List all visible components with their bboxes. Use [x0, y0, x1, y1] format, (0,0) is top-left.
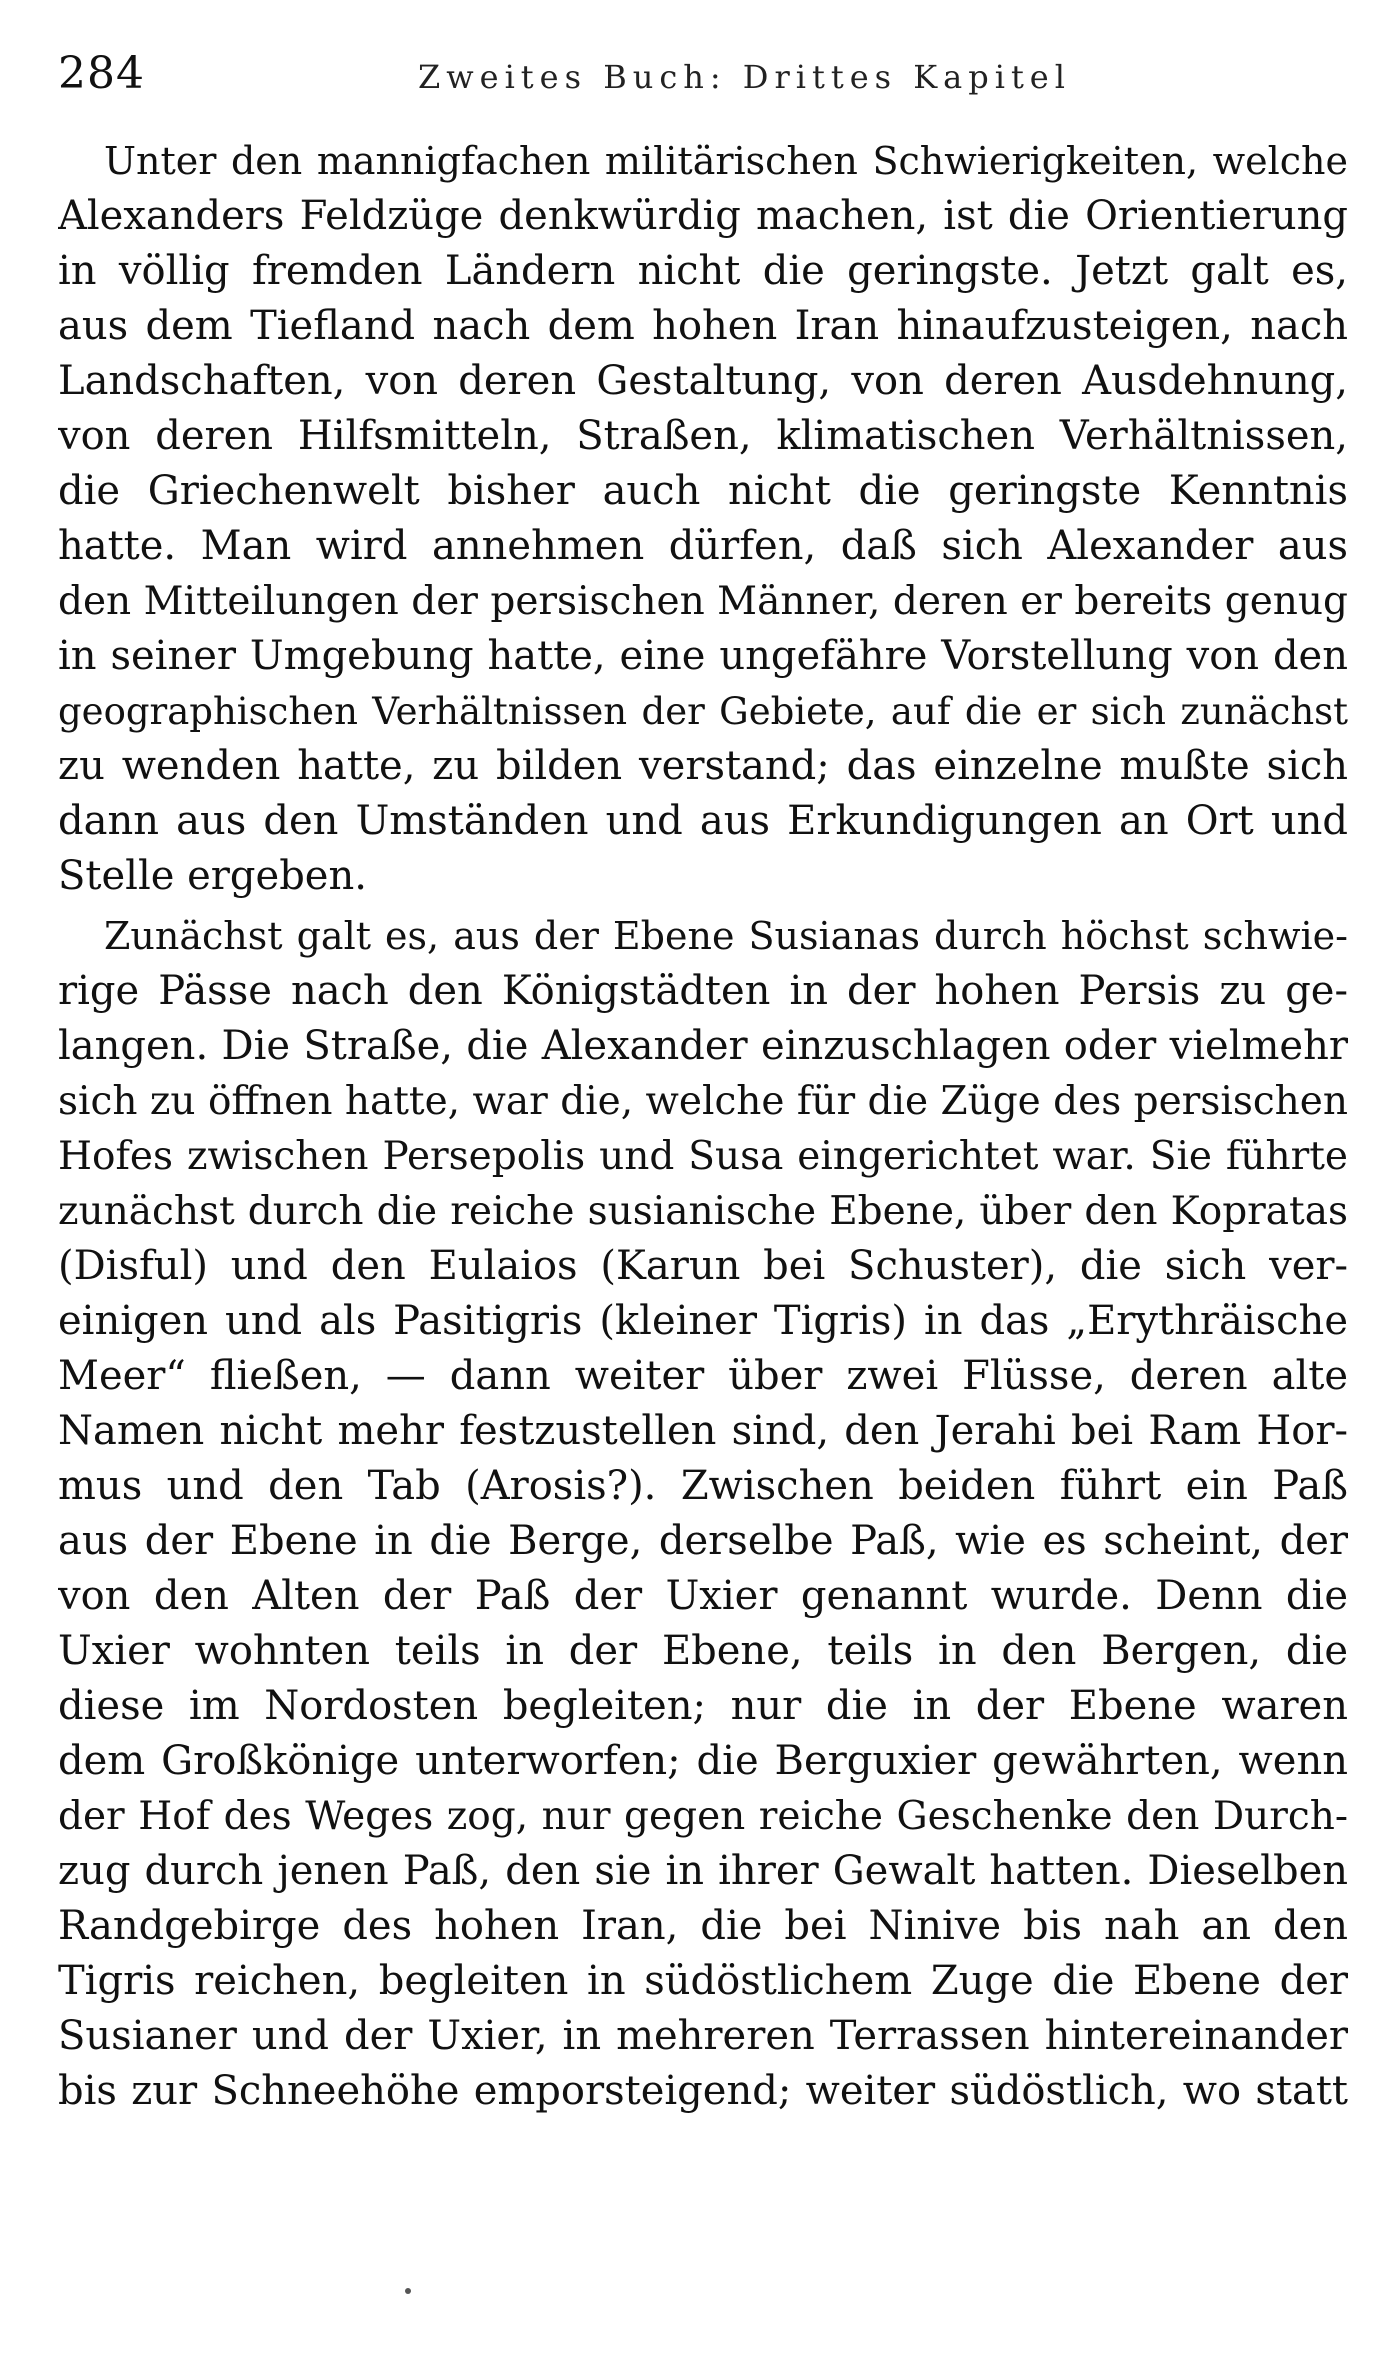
text-line: den Mitteilungen der persischen Männer, deren er bereits genug — [58, 579, 1348, 624]
text-line: aus dem Tiefland nach dem hohen Iran hinaufzusteigen, nach — [58, 303, 1348, 349]
text-line: in völlig fremden Ländern nicht die geringste. Jetzt galt es, — [58, 248, 1348, 294]
page-header — [58, 30, 1348, 110]
text-line: Landschaften, von deren Gestaltung, von deren Ausdehnung, — [58, 358, 1348, 404]
text-line: mus und den Tab (Arosis?). Zwischen beiden führt ein Paß — [58, 1463, 1348, 1509]
text-line: (Disful) und den Eulaios (Karun bei Schuster), die sich ver- — [58, 1243, 1348, 1289]
text-line: Meer“ fließen, — dann weiter über zwei Flüsse, deren alte — [58, 1353, 1348, 1399]
text-line: der Hof des Weges zog, nur gegen reiche Geschenke den Durch- — [58, 1794, 1348, 1839]
text-line: Alexanders Feldzüge denkwürdig machen, ist die Orientierung — [58, 193, 1348, 239]
text-line: in seiner Umgebung hatte, eine ungefähre Vorstellung von den — [58, 633, 1348, 679]
text-line: Susianer und der Uxier, in mehreren Terrassen hintereinander — [58, 2013, 1348, 2059]
text-line: Unter den mannigfachen militärischen Schwierigkeiten, welche — [104, 139, 1348, 183]
running-head: Zweites Buch: Drittes Kapitel — [418, 58, 1071, 96]
text-line: von deren Hilfsmitteln, Straßen, klimatischen Verhältnissen, — [58, 413, 1348, 459]
text-line: dem Großkönige unterworfen; die Berguxier gewährten, wenn — [58, 1738, 1348, 1784]
text-line: zunächst durch die reiche susianische Ebene, über den Kopratas — [58, 1189, 1348, 1234]
text-line: aus der Ebene in die Berge, derselbe Paß, wie es scheint, der — [58, 1518, 1348, 1564]
text-line: von den Alten der Paß der Uxier genannt wurde. Denn die — [58, 1573, 1348, 1619]
paragraph-1 — [58, 134, 1348, 904]
text-line: hatte. Man wird annehmen dürfen, daß sich Alexander aus — [58, 523, 1348, 569]
text-line: langen. Die Straße, die Alexander einzuschlagen oder vielmehr — [58, 1023, 1348, 1069]
text-line: Randgebirge des hohen Iran, die bei Ninive bis nah an den — [58, 1903, 1348, 1949]
text-line: Stelle ergeben. — [58, 853, 367, 899]
text-line: rige Pässe nach den Königstädten in der hohen Persis zu ge- — [58, 968, 1348, 1014]
paragraph-2 — [58, 909, 1348, 2119]
text-line: sich zu öffnen hatte, war die, welche für die Züge des persischen — [58, 1079, 1348, 1124]
text-line: die Griechenwelt bisher auch nicht die geringste Kenntnis — [58, 468, 1348, 514]
text-line: geographischen Verhältnissen der Gebiete, auf die er sich zunächst — [58, 690, 1348, 733]
text-line: Tigris reichen, begleiten in südöstlichem Zuge die Ebene der — [58, 1958, 1348, 2004]
text-line: dann aus den Umständen und aus Erkundigungen an Ort und — [58, 798, 1348, 844]
body-text — [58, 134, 1348, 2119]
text-line: Namen nicht mehr festzustellen sind, den Jerahi bei Ram Hor- — [58, 1408, 1348, 1454]
text-line: zu wenden hatte, zu bilden verstand; das einzelne mußte sich — [58, 743, 1348, 789]
text-line: Zunächst galt es, aus der Ebene Susianas durch höchst schwie- — [104, 914, 1348, 958]
text-line: zug durch jenen Paß, den sie in ihrer Gewalt hatten. Dieselben — [58, 1848, 1348, 1894]
text-line: Uxier wohnten teils in der Ebene, teils in den Bergen, die — [58, 1628, 1348, 1674]
text-line: bis zur Schneehöhe emporsteigend; weiter südöstlich, wo statt — [58, 2068, 1348, 2114]
page-number: 284 — [58, 48, 145, 99]
ink-dot-mark — [405, 2288, 411, 2294]
text-line: einigen und als Pasitigris (kleiner Tigris) in das „Erythräische — [58, 1298, 1348, 1344]
text-line: diese im Nordosten begleiten; nur die in der Ebene waren — [58, 1683, 1348, 1729]
text-line: Hofes zwischen Persepolis und Susa eingerichtet war. Sie führte — [58, 1134, 1348, 1179]
